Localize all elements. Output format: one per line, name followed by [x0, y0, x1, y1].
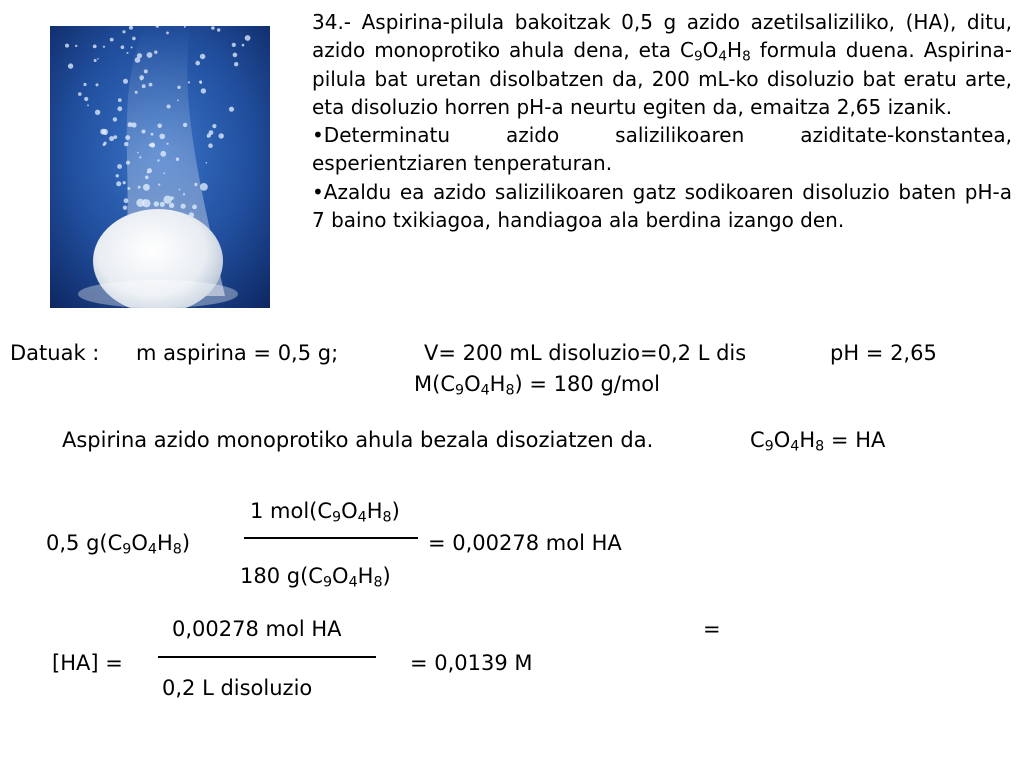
bubble: [96, 83, 99, 86]
bubble: [208, 143, 213, 148]
bubble: [110, 38, 114, 42]
problem-text-cont: formula duena. Aspirina-pilula bat uretan disolbatzen da, 200 mL-ko disoluzio bat eratu arte, eta disoluzio horren pH-a neurtu egiten da, emaitza 2,65 izanik.: [312, 38, 1013, 119]
bubble: [122, 30, 125, 33]
bubble: [84, 97, 88, 101]
calc2-left: [HA] =: [52, 651, 123, 675]
calc2-fraction-bar: [158, 656, 376, 658]
bubble: [192, 205, 197, 210]
bubble: [211, 26, 215, 30]
bubble: [154, 201, 159, 206]
bubble: [123, 79, 128, 84]
bubble: [245, 35, 251, 41]
bubble: [116, 181, 121, 186]
bubble: [68, 63, 73, 68]
bubble: [113, 135, 117, 139]
bubble: [118, 98, 122, 102]
bubble: [167, 105, 171, 109]
bubble: [147, 52, 153, 58]
bubble: [100, 129, 106, 135]
bubble: [117, 164, 122, 169]
problem-number: 34.-: [312, 10, 352, 34]
bubble: [117, 106, 122, 111]
bubble: [142, 84, 146, 88]
bubble: [103, 46, 105, 48]
bubble: [176, 158, 179, 161]
dissociation-formula: $C_9O_4H_8$ = HA: [750, 428, 886, 455]
bubble: [140, 79, 142, 81]
bubble: [179, 189, 181, 191]
bubble: [163, 196, 171, 204]
calc2-denominator: 0,2 L disoluzio: [162, 676, 313, 700]
bubble: [200, 54, 205, 59]
calc1-left: 0,5 $g(C_9O_4H_8)$: [46, 531, 191, 558]
bubble: [160, 202, 165, 207]
bubble: [167, 143, 169, 145]
bubble: [160, 151, 166, 157]
bubble: [126, 161, 130, 165]
bubble: [135, 57, 141, 63]
formula-c9o4h8: $C_9O_4H_8$: [680, 38, 751, 65]
bubble: [131, 46, 133, 48]
bubble: [151, 143, 155, 147]
data-ph: pH = 2,65: [830, 341, 937, 365]
bubble: [137, 152, 139, 154]
bubble: [93, 45, 97, 49]
bubble: [124, 198, 129, 203]
calc1-denominator: 180 $g(C_9O_4H_8)$: [240, 564, 391, 591]
bubble: [124, 142, 128, 146]
bubble: [234, 62, 238, 66]
bubble: [87, 104, 89, 106]
bubble: [135, 91, 138, 94]
bubble: [177, 100, 179, 102]
bubble: [78, 92, 82, 96]
bubble: [157, 159, 159, 161]
bubble: [123, 181, 126, 184]
calc1-numerator: 1 $mol(C_9O_4H_8)$: [250, 499, 400, 526]
calc2-numerator: 0,00278 mol HA: [172, 617, 342, 641]
bubble: [207, 136, 209, 138]
bubble: [139, 156, 141, 158]
bubble: [95, 110, 100, 115]
bubble: [194, 183, 197, 186]
calc2-stray-equals: =: [703, 617, 721, 641]
bubble: [183, 193, 185, 195]
bubble: [104, 142, 107, 145]
bubble: [242, 44, 245, 47]
bubble: [143, 184, 150, 191]
bubble: [163, 173, 165, 175]
bubble: [65, 44, 69, 48]
bubble: [149, 144, 152, 147]
bubble: [127, 187, 130, 190]
bubble: [209, 130, 214, 135]
bubble: [142, 199, 150, 207]
data-label: Datuak :: [10, 341, 100, 365]
bubble: [116, 174, 119, 177]
bubble: [157, 124, 162, 129]
bubble: [159, 134, 165, 140]
bubble: [123, 206, 127, 210]
calc2-result: = 0,0139 M: [410, 651, 533, 675]
data-molar-mass: $M(C_9O_4H_8) = 180$ g/mol: [414, 372, 660, 399]
bubble: [166, 32, 169, 35]
bubble: [181, 204, 186, 209]
data-mass: m aspirina = 0,5 g;: [136, 341, 339, 365]
bubble: [151, 133, 154, 136]
problem-text: Aspirina-pilula bakoitzak 0,5 g azido azetilsaliziliko, (HA), ditu, azido monoprotiko ahula dena, eta: [312, 10, 1012, 63]
aspirin-tablet-photo: [50, 26, 270, 308]
dissociation-text: Aspirina azido monoprotiko ahula bezala disoziatzen da.: [62, 428, 654, 452]
bubble: [144, 199, 146, 201]
bubble: [229, 107, 234, 112]
calc1-result: = 0,00278 mol HA: [428, 531, 622, 555]
bubble: [125, 135, 130, 140]
bubble: [188, 81, 190, 83]
bubble: [201, 88, 206, 93]
calc1-fraction-bar: [244, 537, 418, 539]
bubble: [109, 136, 114, 141]
bubble: [199, 80, 202, 83]
bubble: [138, 186, 141, 189]
data-volume: V= 200 mL disoluzio=0,2 L dis: [424, 341, 747, 365]
bubble: [97, 58, 99, 60]
bubble: [232, 43, 236, 47]
bullet-question-1: •Determinatu azido salizilikoaren aziditate-konstantea, esperientziaren tenperaturan.: [312, 123, 1012, 176]
bubble: [158, 184, 160, 186]
bubble: [206, 162, 208, 164]
problem-paragraph: [312, 8, 1012, 121]
problem-statement: [312, 8, 1012, 234]
bubble: [83, 83, 86, 86]
bubble: [132, 37, 136, 41]
bubble: [183, 123, 187, 127]
bubble: [233, 53, 238, 58]
bubble: [94, 59, 97, 62]
bubble: [145, 176, 149, 180]
bubble: [149, 83, 153, 87]
bubble: [195, 61, 200, 66]
bubble: [144, 69, 148, 73]
bullet-question-2: •Azaldu ea azido salizilikoaren gatz sodikoaren disoluzio baten pH-a 7 baino txikiagoa, handiagoa ala berdina izango den.: [312, 179, 1012, 233]
bubble: [177, 86, 180, 89]
bubble: [113, 117, 117, 121]
bubble: [75, 45, 77, 47]
bubble: [127, 52, 129, 54]
bubble: [142, 130, 146, 134]
bubble: [154, 51, 157, 54]
bubble: [219, 133, 224, 138]
bubble: [121, 45, 125, 49]
bubble: [200, 183, 208, 191]
bubble: [147, 171, 149, 173]
bubble: [131, 122, 136, 127]
bubble: [169, 203, 174, 208]
bubble: [212, 124, 216, 128]
bubble: [217, 28, 220, 31]
